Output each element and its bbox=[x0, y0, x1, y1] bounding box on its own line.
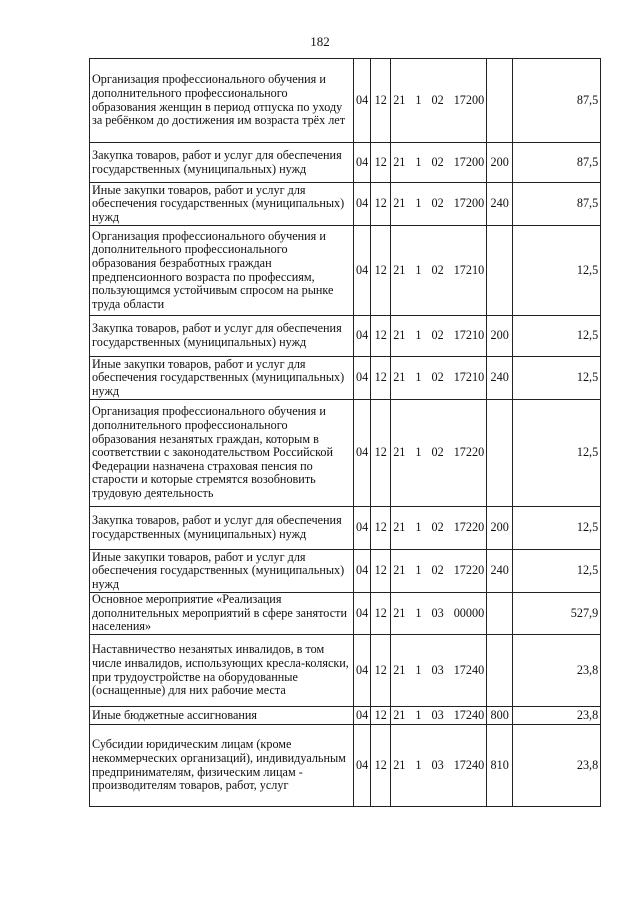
target-article-part: 02 bbox=[431, 196, 444, 211]
target-article-part: 1 bbox=[415, 757, 422, 772]
expense-type-code: 800 bbox=[487, 707, 513, 725]
subsection-code: 12 bbox=[371, 725, 391, 807]
table-row bbox=[90, 226, 601, 316]
target-article-part: 02 bbox=[431, 154, 444, 169]
row-description: Наставничество незанятых инвалидов, в том числе инвалидов, использующих кресла-коляски, при трудоустройстве на оборудованные (оснащенные) для них рабочие места bbox=[90, 635, 354, 707]
section-code: 04 bbox=[354, 316, 371, 357]
target-article-part: 21 bbox=[393, 328, 406, 343]
row-description: Закупка товаров, работ и услуг для обеспечения государственных (муниципальных) нужд bbox=[90, 316, 354, 357]
subsection-code: 12 bbox=[371, 507, 391, 550]
target-article-part: 17210 bbox=[453, 328, 485, 343]
target-article-part: 21 bbox=[393, 262, 406, 277]
target-article-part: 03 bbox=[431, 757, 444, 772]
target-article-part: 02 bbox=[431, 445, 444, 460]
section-code: 04 bbox=[354, 59, 371, 143]
target-article-part: 02 bbox=[431, 92, 444, 107]
target-article-code bbox=[391, 316, 487, 357]
row-description: Закупка товаров, работ и услуг для обеспечения государственных (муниципальных) нужд bbox=[90, 507, 354, 550]
target-article-part: 1 bbox=[415, 262, 422, 277]
target-article-part: 17200 bbox=[453, 154, 485, 169]
row-description: Иные закупки товаров, работ и услуг для обеспечения государственных (муниципальных) нужд bbox=[90, 357, 354, 400]
target-article-part: 1 bbox=[415, 196, 422, 211]
target-article-code bbox=[391, 357, 487, 400]
section-code: 04 bbox=[354, 635, 371, 707]
target-article-part: 17220 bbox=[453, 563, 485, 578]
target-article-part: 21 bbox=[393, 154, 406, 169]
row-description: Организация профессионального обучения и дополнительного профессионального образования безработных граждан предпенсионного возраста по профессиям, пользующимся устойчивым спросом на рынке труда области bbox=[90, 226, 354, 316]
target-article-part: 21 bbox=[393, 605, 406, 620]
expense-type-code: 200 bbox=[487, 143, 513, 183]
target-article-part: 21 bbox=[393, 563, 406, 578]
table-row bbox=[90, 725, 601, 807]
section-code: 04 bbox=[354, 357, 371, 400]
table-row bbox=[90, 635, 601, 707]
subsection-code: 12 bbox=[371, 316, 391, 357]
target-article-part: 02 bbox=[431, 262, 444, 277]
target-article-part: 02 bbox=[431, 328, 444, 343]
target-article-code bbox=[391, 59, 487, 143]
target-article-part: 21 bbox=[393, 707, 406, 722]
row-description: Субсидии юридическим лицам (кроме некоммерческих организаций), индивидуальным предпринимателям, физическим лицам - производителям товаров, работ, услуг bbox=[90, 725, 354, 807]
amount: 12,5 bbox=[513, 357, 601, 400]
target-article-code bbox=[391, 143, 487, 183]
subsection-code: 12 bbox=[371, 143, 391, 183]
expense-type-code: 200 bbox=[487, 507, 513, 550]
table-row bbox=[90, 183, 601, 226]
target-article-part: 1 bbox=[415, 563, 422, 578]
row-description: Организация профессионального обучения и дополнительного профессионального образования незанятых граждан, которым в соответствии с законодательством Российской Федерации назначена страховая пенсия по старости и которые стремятся возобновить трудовую деятельность bbox=[90, 400, 354, 507]
expense-type-code: 240 bbox=[487, 357, 513, 400]
subsection-code: 12 bbox=[371, 183, 391, 226]
amount: 12,5 bbox=[513, 316, 601, 357]
target-article-part: 21 bbox=[393, 662, 406, 677]
budget-table bbox=[89, 58, 601, 807]
page-number: 182 bbox=[310, 34, 330, 49]
table-row bbox=[90, 507, 601, 550]
subsection-code: 12 bbox=[371, 707, 391, 725]
amount: 12,5 bbox=[513, 507, 601, 550]
subsection-code: 12 bbox=[371, 357, 391, 400]
target-article-part: 21 bbox=[393, 196, 406, 211]
target-article-part: 1 bbox=[415, 605, 422, 620]
section-code: 04 bbox=[354, 593, 371, 635]
table-row bbox=[90, 400, 601, 507]
section-code: 04 bbox=[354, 226, 371, 316]
target-article-code bbox=[391, 226, 487, 316]
target-article-part: 17220 bbox=[453, 445, 485, 460]
target-article-part: 17200 bbox=[453, 196, 485, 211]
target-article-part: 17220 bbox=[453, 520, 485, 535]
table-row bbox=[90, 593, 601, 635]
subsection-code: 12 bbox=[371, 593, 391, 635]
expense-type-code bbox=[487, 59, 513, 143]
row-description: Организация профессионального обучения и дополнительного профессионального образования женщин в период отпуска по уходу за ребёнком до достижения им возраста трёх лет bbox=[90, 59, 354, 143]
target-article-part: 21 bbox=[393, 445, 406, 460]
target-article-part: 1 bbox=[415, 92, 422, 107]
target-article-part: 02 bbox=[431, 520, 444, 535]
target-article-part: 03 bbox=[431, 707, 444, 722]
amount: 12,5 bbox=[513, 400, 601, 507]
row-description: Иные закупки товаров, работ и услуг для обеспечения государственных (муниципальных) нужд bbox=[90, 183, 354, 226]
section-code: 04 bbox=[354, 143, 371, 183]
target-article-part: 1 bbox=[415, 662, 422, 677]
target-article-part: 1 bbox=[415, 707, 422, 722]
target-article-code bbox=[391, 183, 487, 226]
amount: 87,5 bbox=[513, 59, 601, 143]
subsection-code: 12 bbox=[371, 400, 391, 507]
amount: 23,8 bbox=[513, 725, 601, 807]
section-code: 04 bbox=[354, 507, 371, 550]
target-article-part: 17240 bbox=[453, 757, 485, 772]
target-article-part: 1 bbox=[415, 445, 422, 460]
section-code: 04 bbox=[354, 725, 371, 807]
target-article-code bbox=[391, 725, 487, 807]
target-article-part: 1 bbox=[415, 328, 422, 343]
expense-type-code: 200 bbox=[487, 316, 513, 357]
target-article-part: 17200 bbox=[453, 92, 485, 107]
table-row bbox=[90, 59, 601, 143]
target-article-code bbox=[391, 707, 487, 725]
row-description: Основное мероприятие «Реализация дополнительных мероприятий в сфере занятости населения» bbox=[90, 593, 354, 635]
amount: 12,5 bbox=[513, 226, 601, 316]
expense-type-code bbox=[487, 226, 513, 316]
target-article-part: 21 bbox=[393, 520, 406, 535]
row-description: Иные закупки товаров, работ и услуг для обеспечения государственных (муниципальных) нужд bbox=[90, 550, 354, 593]
table-row bbox=[90, 550, 601, 593]
target-article-part: 21 bbox=[393, 370, 406, 385]
row-description: Закупка товаров, работ и услуг для обеспечения государственных (муниципальных) нужд bbox=[90, 143, 354, 183]
amount: 87,5 bbox=[513, 143, 601, 183]
row-description: Иные бюджетные ассигнования bbox=[90, 707, 354, 725]
amount: 527,9 bbox=[513, 593, 601, 635]
section-code: 04 bbox=[354, 550, 371, 593]
expense-type-code bbox=[487, 593, 513, 635]
subsection-code: 12 bbox=[371, 226, 391, 316]
amount: 12,5 bbox=[513, 550, 601, 593]
expense-type-code bbox=[487, 400, 513, 507]
target-article-code bbox=[391, 400, 487, 507]
target-article-code bbox=[391, 593, 487, 635]
amount: 23,8 bbox=[513, 635, 601, 707]
subsection-code: 12 bbox=[371, 550, 391, 593]
section-code: 04 bbox=[354, 183, 371, 226]
target-article-part: 17240 bbox=[453, 662, 485, 677]
table-row bbox=[90, 357, 601, 400]
expense-type-code bbox=[487, 635, 513, 707]
target-article-code bbox=[391, 507, 487, 550]
target-article-code bbox=[391, 550, 487, 593]
expense-type-code: 240 bbox=[487, 550, 513, 593]
subsection-code: 12 bbox=[371, 635, 391, 707]
target-article-part: 17210 bbox=[453, 370, 485, 385]
amount: 87,5 bbox=[513, 183, 601, 226]
section-code: 04 bbox=[354, 400, 371, 507]
target-article-part: 17240 bbox=[453, 707, 485, 722]
target-article-part: 1 bbox=[415, 154, 422, 169]
target-article-part: 02 bbox=[431, 563, 444, 578]
target-article-part: 17210 bbox=[453, 262, 485, 277]
target-article-code bbox=[391, 635, 487, 707]
table-row bbox=[90, 316, 601, 357]
table-row bbox=[90, 707, 601, 725]
target-article-part: 1 bbox=[415, 520, 422, 535]
target-article-part: 02 bbox=[431, 370, 444, 385]
table-row bbox=[90, 143, 601, 183]
subsection-code: 12 bbox=[371, 59, 391, 143]
expense-type-code: 240 bbox=[487, 183, 513, 226]
target-article-part: 21 bbox=[393, 92, 406, 107]
target-article-part: 03 bbox=[431, 662, 444, 677]
target-article-part: 00000 bbox=[453, 605, 485, 620]
expense-type-code: 810 bbox=[487, 725, 513, 807]
target-article-part: 03 bbox=[431, 605, 444, 620]
target-article-part: 21 bbox=[393, 757, 406, 772]
target-article-part: 1 bbox=[415, 370, 422, 385]
amount: 23,8 bbox=[513, 707, 601, 725]
section-code: 04 bbox=[354, 707, 371, 725]
